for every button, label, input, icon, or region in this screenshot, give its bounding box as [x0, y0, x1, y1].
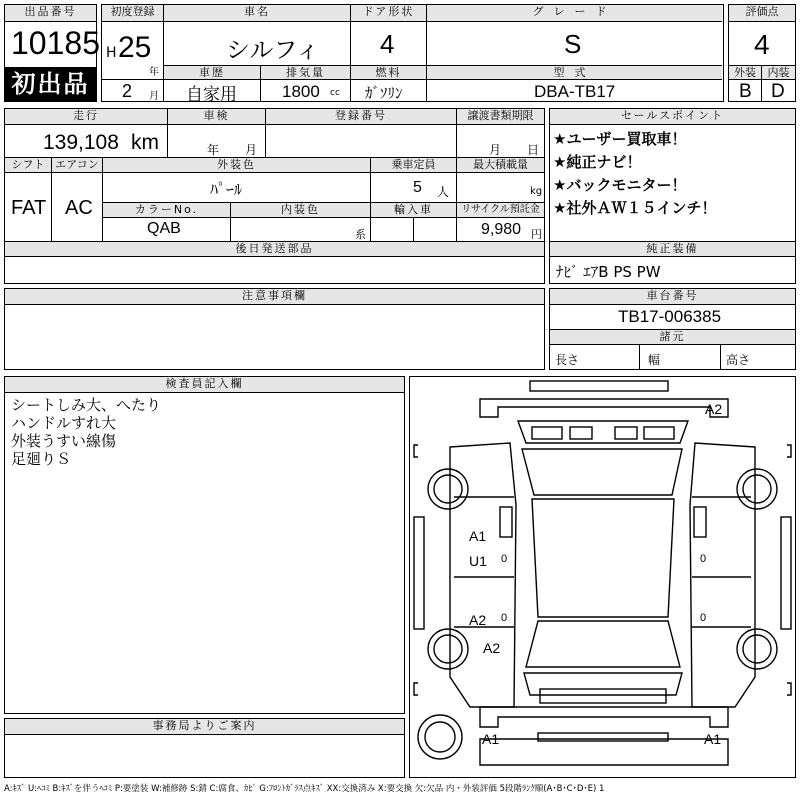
zero-mark-1: 0: [501, 553, 508, 565]
inspector-line-1: シートしみ大、へたり: [11, 396, 162, 414]
doors: 4: [380, 29, 395, 59]
color-no: QAB: [147, 220, 181, 237]
reg-no-label: 登録番号: [266, 109, 457, 125]
car-info-box: [164, 4, 724, 105]
inspection-month-unit: 月: [245, 143, 258, 157]
color-label: 外装色: [103, 157, 371, 173]
equipment-value: ﾅﾋﾞ ｴｱB PS PW: [556, 263, 661, 281]
transfer-label: 譲渡書類期限: [457, 109, 544, 125]
import-label: 輸入車: [371, 202, 457, 218]
interior-grade: D: [771, 81, 785, 102]
equipment-label: 純正装備: [550, 241, 795, 257]
inspection-label: 車検: [168, 109, 266, 125]
fuel: ｶﾞｿﾘﾝ: [365, 84, 403, 102]
zero-mark-3: 0: [700, 553, 707, 565]
inspector-line-2: ハンドルすれ大: [11, 414, 117, 432]
first-listing-badge: 初出品: [5, 67, 96, 101]
damage-mark-left-door-1: A1: [469, 528, 487, 544]
displacement-unit: cc: [330, 88, 340, 98]
car-outline: [410, 377, 795, 777]
int-color-unit: 系: [355, 228, 366, 241]
history-label: 車歴: [164, 65, 261, 80]
sales-box: [549, 108, 796, 284]
score-label: 評価点: [729, 5, 795, 22]
registration-label: 初度登録: [102, 5, 163, 22]
damage-mark-left-door-2: U1: [469, 553, 487, 569]
vehicle-detail-box: [4, 108, 545, 284]
import-cell-a: [371, 218, 414, 241]
chassis-label: 車台番号: [550, 289, 795, 305]
recycle-unit: 円: [531, 228, 542, 241]
recycle: 9,980: [481, 221, 522, 238]
interior-label: 内装: [762, 65, 795, 80]
lot-label: 出品番号: [5, 5, 96, 22]
exterior-label: 外装: [729, 65, 762, 80]
int-color-label: 内装色: [231, 202, 371, 218]
transfer-day: 日: [527, 143, 540, 157]
displacement: 1800: [282, 82, 320, 101]
lot-box: [4, 4, 100, 102]
zero-mark-2: 0: [501, 612, 508, 624]
notes-box: [4, 288, 545, 370]
exterior-grade: B: [739, 81, 752, 102]
grade: S: [564, 29, 582, 59]
inspector-label: 検査員記入欄: [5, 377, 404, 393]
chassis-number: TB17-006385: [618, 307, 722, 326]
height-label: 高さ: [726, 353, 751, 367]
damage-mark-front-right: A2: [705, 401, 723, 417]
recycle-label: リサイクル預託金: [457, 202, 544, 218]
width-label: 幅: [648, 353, 661, 367]
ac: AC: [65, 197, 93, 219]
era: H: [106, 45, 117, 61]
reg-no-cell: [266, 125, 457, 157]
office-label: 事務局よりご案内: [5, 719, 404, 735]
model-label: 型式: [427, 65, 722, 80]
load-unit: kg: [530, 186, 543, 197]
car-name-label: 車名: [164, 5, 351, 22]
import-cell-b: [414, 218, 457, 241]
capacity-label: 乗車定員: [371, 157, 457, 173]
reg-month: 2: [122, 81, 133, 101]
car-name: シルフィ: [226, 36, 320, 64]
sales-point-1: ★ユーザー買取車！: [553, 130, 687, 148]
transfer-month: 月: [489, 143, 502, 157]
inspection-year-unit: 年: [207, 143, 220, 157]
ac-label: エアコン: [52, 157, 103, 173]
damage-mark-rear-right: A1: [704, 731, 722, 747]
int-color-cell: [231, 218, 371, 241]
notes-label: 注意事項欄: [5, 289, 544, 305]
inspector-line-3: 外装うすい線傷: [11, 432, 117, 450]
damage-mark-rear-left: A1: [482, 731, 500, 747]
history: 自家用: [186, 85, 237, 105]
year-unit: 年: [149, 67, 159, 78]
registration-box: [101, 4, 164, 102]
dims-label: 諸元: [550, 329, 795, 345]
capacity: 5: [413, 179, 422, 196]
later-parts-label: 後日発送部品: [5, 241, 544, 257]
sales-point-3: ★バックモニター！: [553, 176, 687, 194]
chassis-box: [549, 288, 796, 370]
load-label: 最大積載量: [457, 157, 544, 173]
model: DBA-TB17: [534, 82, 616, 101]
score: 4: [754, 29, 770, 60]
displacement-label: 排気量: [261, 65, 351, 80]
damage-mark-left-door-3: A2: [469, 612, 487, 628]
sales-point-4: ★社外ＡＷ１５インチ！: [553, 199, 717, 217]
color: ﾊﾟｰﾙ: [210, 180, 243, 199]
mileage: 139,108: [43, 131, 119, 154]
damage-mark-left-rear: A2: [483, 640, 501, 656]
zero-mark-4: 0: [700, 612, 707, 624]
damage-diagram: [409, 376, 796, 778]
color-no-label: カラーNo.: [103, 202, 231, 218]
shift-label: シフト: [5, 157, 52, 173]
capacity-unit: 人: [437, 185, 450, 199]
score-box: [728, 4, 796, 102]
inspector-line-4: 足廻りＳ: [11, 450, 72, 468]
mileage-unit: km: [131, 131, 159, 154]
month-unit: 月: [149, 91, 159, 102]
fuel-label: 燃料: [351, 65, 427, 80]
legend: A:ｷｽﾞ U:ﾍｺﾐ B:ｷｽﾞを伴うﾍｺﾐ P:要塗装 W:補修跡 S:錆 C:腐食、ｶﾋﾞ G:ﾌﾛﾝﾄｶﾞﾗｽ点ｷｽﾞ XX:交換済み X:要交換 欠:欠品 内・外装評価 5段階ﾗﾝｸ順(A･B･C･D･E) 1: [4, 784, 605, 794]
lot-number: 10185: [11, 25, 100, 61]
inspector-box: [4, 376, 405, 714]
grade-label: グレード: [427, 5, 722, 22]
length-label: 長さ: [555, 353, 580, 367]
sales-label: セールスポイント: [550, 109, 795, 125]
reg-year: 25: [118, 31, 152, 64]
office-box: [4, 718, 405, 778]
mileage-label: 走行: [5, 109, 168, 125]
door-label: ドア形状: [351, 5, 427, 22]
sales-point-2: ★純正ナビ！: [553, 153, 642, 171]
shift: FAT: [11, 197, 47, 219]
